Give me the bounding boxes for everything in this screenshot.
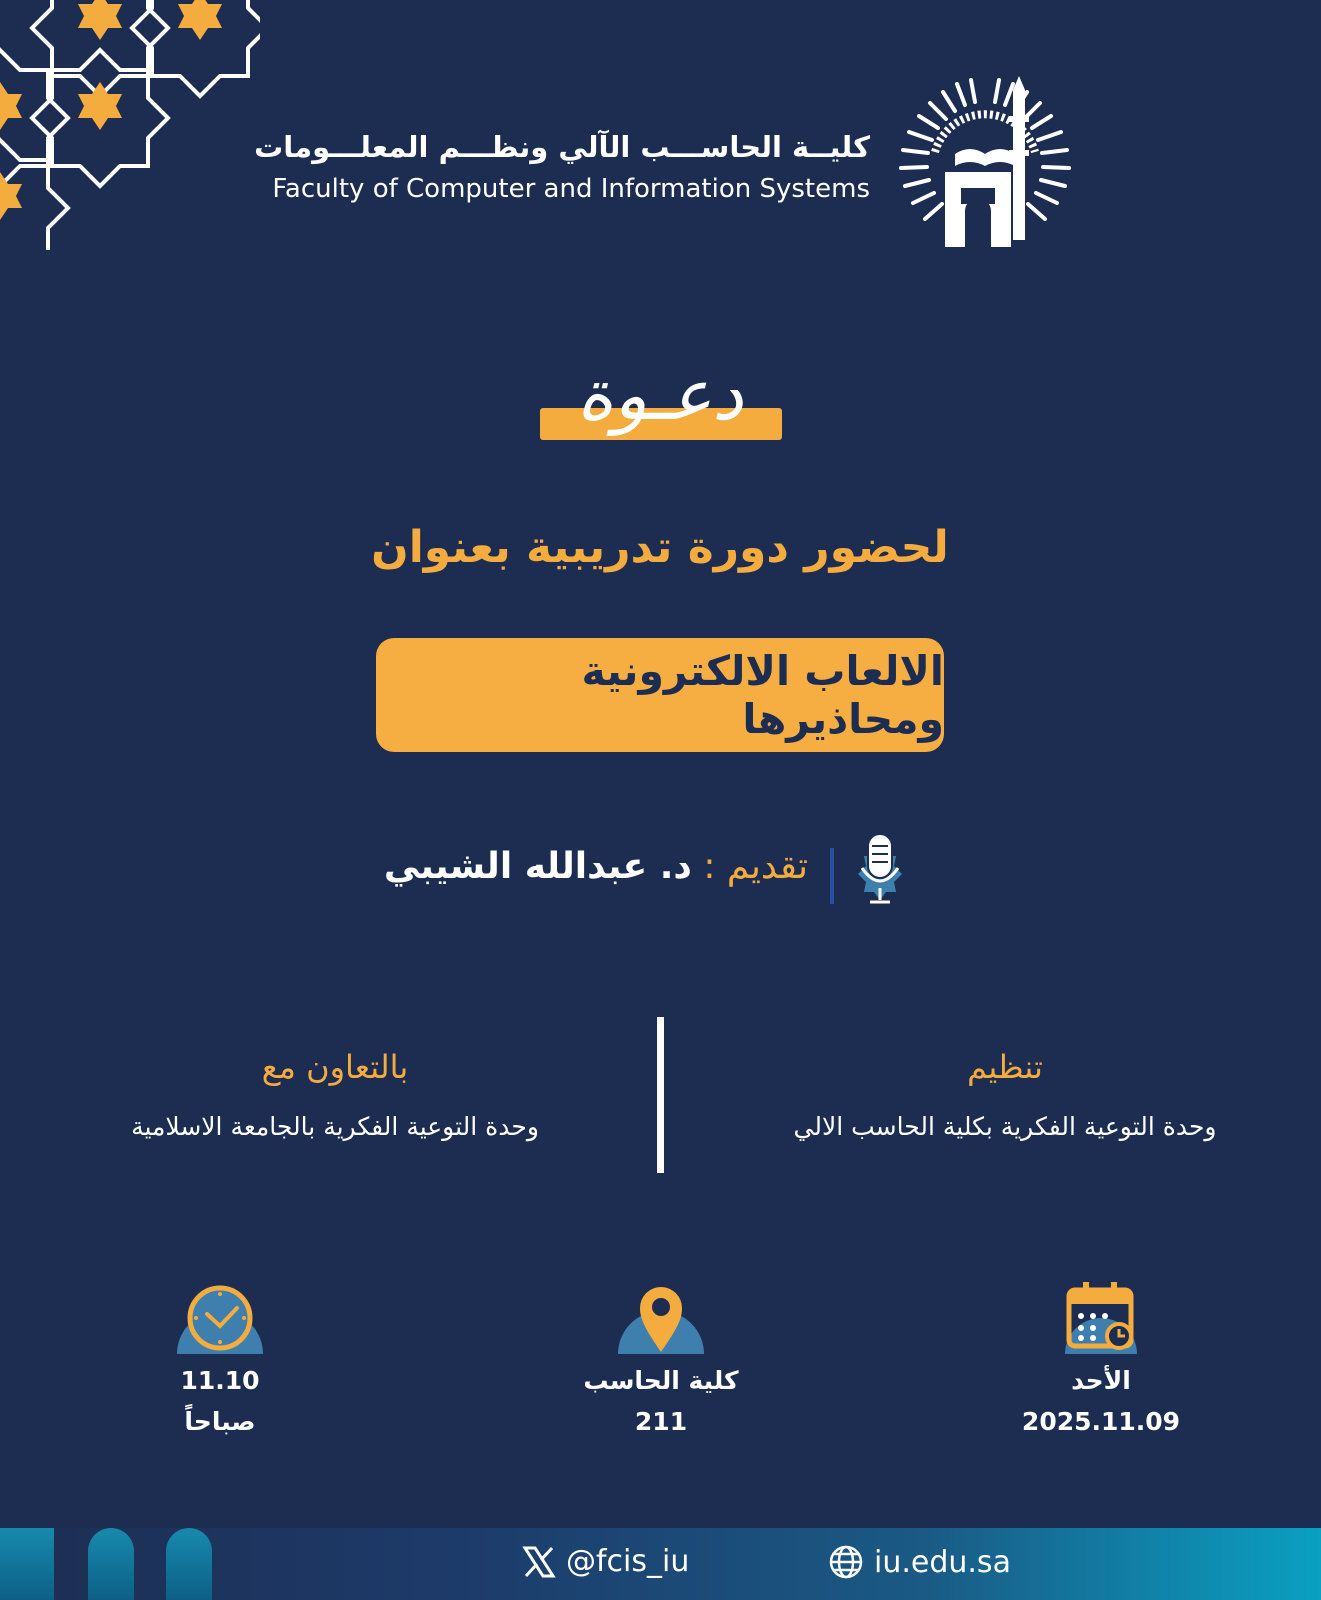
event-date: 2025.11.09 (1021, 1407, 1181, 1436)
university-logo (895, 72, 1075, 257)
event-period: صباحاً (184, 1407, 256, 1436)
date-info (981, 1282, 1221, 1436)
event-room: 211 (634, 1407, 688, 1436)
event-place: كلية الحاسب (583, 1366, 739, 1395)
location-info (541, 1282, 781, 1436)
presenter-label: تقديم : (703, 846, 808, 887)
globe-icon (828, 1544, 864, 1580)
organization-divider (657, 1017, 664, 1173)
organizer-heading: تنظيم (967, 1048, 1043, 1086)
course-title: الالعاب الالكترونية ومحاذيرها (581, 647, 944, 743)
footer-stripe-2 (88, 1528, 134, 1600)
partner-body: وحدة التوعية الفكرية بالجامعة الاسلامية (131, 1112, 539, 1141)
presenter-separator (830, 848, 834, 904)
organizer-body: وحدة التوعية الفكرية بكلية الحاسب الالي (793, 1112, 1217, 1141)
partner-heading: بالتعاون مع (261, 1048, 409, 1086)
time-info (100, 1282, 340, 1436)
microphone-icon (850, 830, 910, 910)
footer-stripe-1 (0, 1528, 54, 1600)
website-link[interactable] (828, 1544, 1011, 1580)
faculty-name-arabic: كليــة الحاســـب الآلي ونظـــم المعلـــومات (254, 130, 870, 164)
invitation-subtitle: لحضور دورة تدريبية بعنوان (371, 522, 949, 573)
website-url: iu.edu.sa (874, 1544, 1011, 1580)
event-day: الأحد (1071, 1366, 1131, 1395)
twitter-handle: @fcis_iu (566, 1544, 690, 1579)
invitation-word-block (520, 340, 800, 460)
course-title-box (376, 638, 944, 752)
invitation-word: دعـوة (576, 354, 744, 436)
partner-column (40, 1048, 630, 1141)
islamic-pattern-decoration (0, 0, 260, 250)
x-twitter-icon (522, 1545, 556, 1579)
presenter-text (384, 846, 808, 887)
organizer-column (700, 1048, 1310, 1141)
faculty-name-english: Faculty of Computer and Information Systems (272, 174, 870, 204)
twitter-handle-link[interactable] (522, 1544, 689, 1579)
presenter-name: د. عبدالله الشيبي (383, 846, 692, 887)
footer-stripe-3 (166, 1528, 212, 1600)
event-time: 11.10 (180, 1366, 260, 1395)
footer-bar (0, 1528, 1321, 1600)
presenter-row (380, 840, 900, 910)
location-pin-icon (616, 1282, 706, 1354)
faculty-header (230, 130, 870, 204)
clock-icon (175, 1282, 265, 1354)
calendar-icon (1061, 1282, 1141, 1354)
